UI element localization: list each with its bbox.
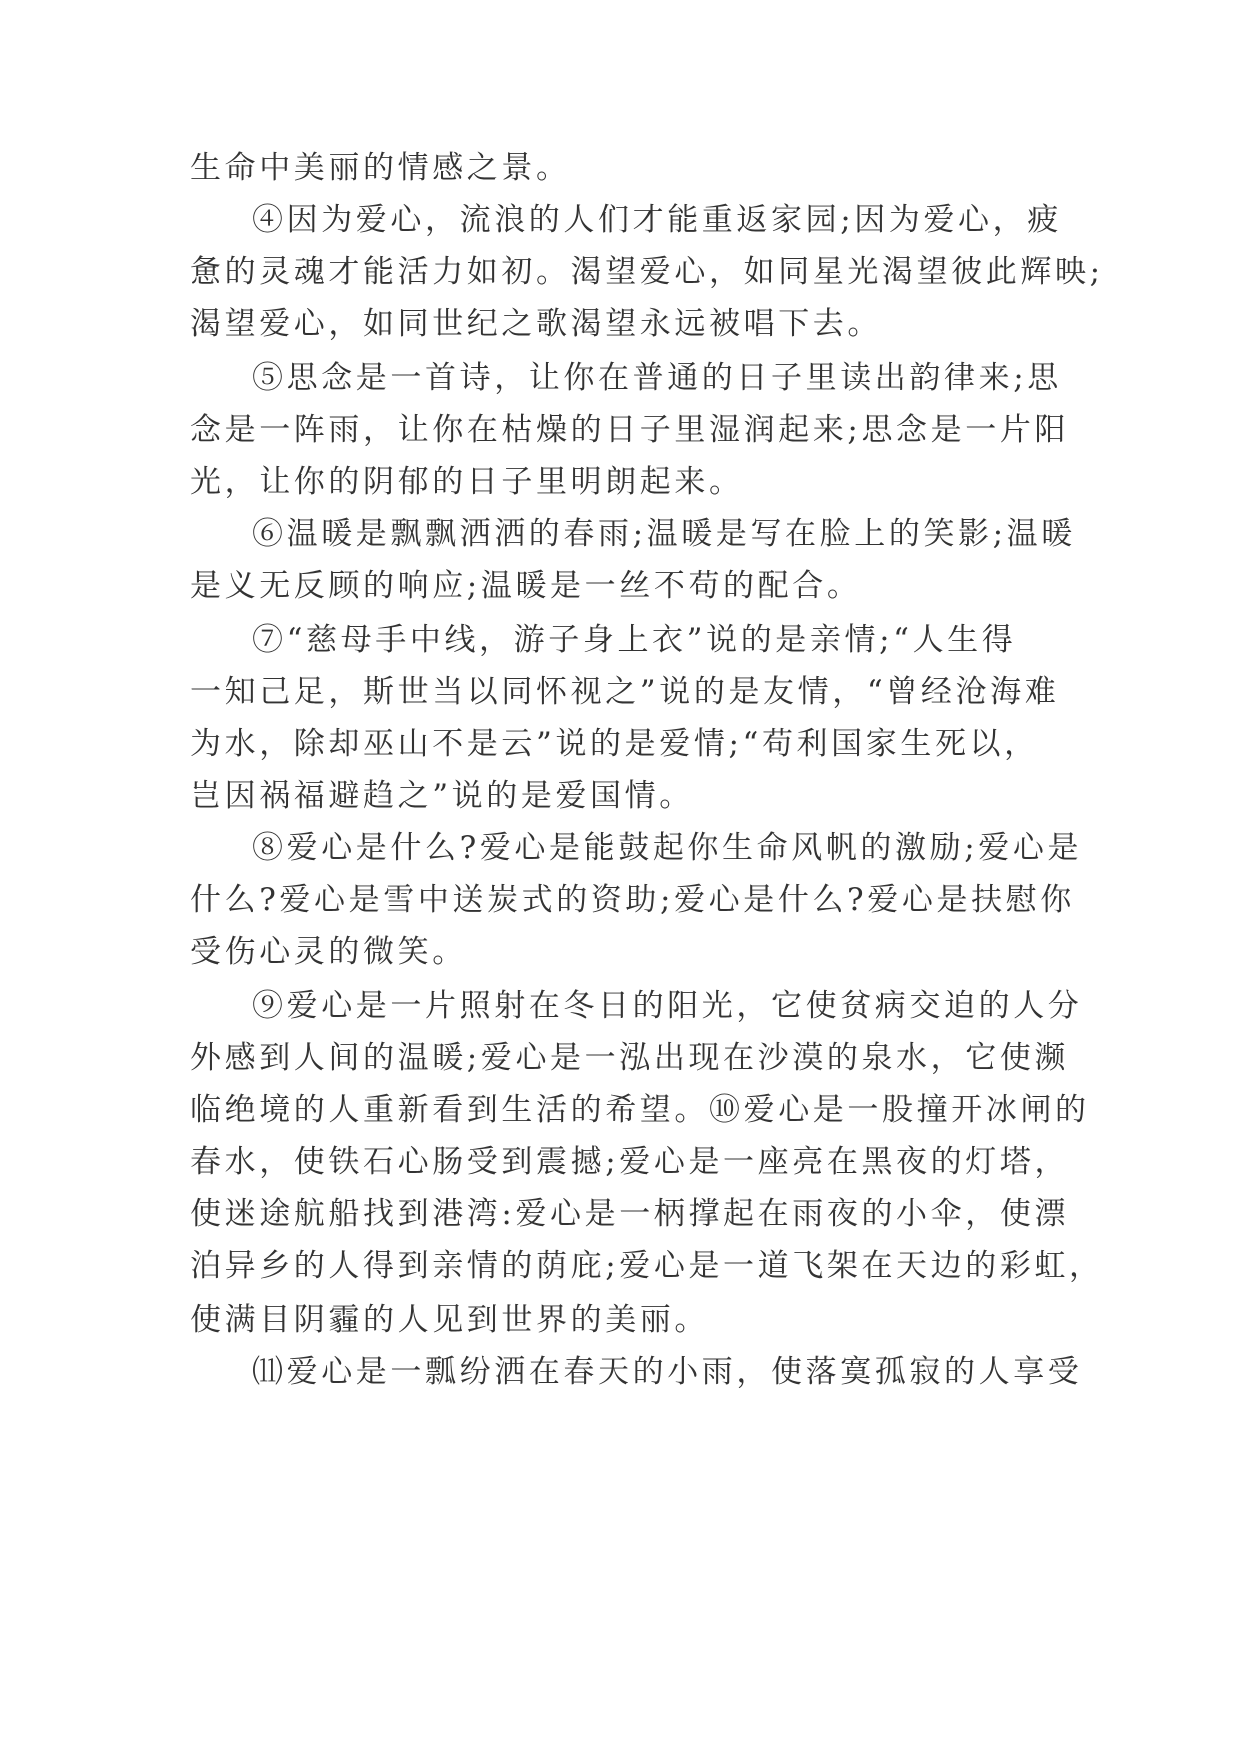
text-line: 渴望爱心，如同世纪之歌渴望永远被唱下去。 [190,306,882,342]
text-line: ⑨爱心是一片照射在冬日的阳光，它使贫病交迫的人分 [252,988,1083,1024]
text-line: 是义无反顾的响应;温暖是一丝不苟的配合。 [190,568,862,604]
text-line: ⑤思念是一首诗，让你在普通的日子里读出韵律来;思 [252,360,1062,396]
text-line: 春水，使铁石心肠受到震撼;爱心是一座亮在黑夜的灯塔， [190,1144,1070,1180]
text-line: ④因为爱心，流浪的人们才能重返家园;因为爱心，疲 [252,202,1062,238]
text-line: 什么?爱心是雪中送炭式的资助;爱心是什么?爱心是扶慰你 [190,882,1075,918]
text-line: 使满目阴霾的人见到世界的美丽。 [190,1302,709,1338]
text-line: 为水，除却巫山不是云”说的是爱情;“苟利国家生死以， [190,726,1039,762]
text-line: 光，让你的阴郁的日子里明朗起来。 [190,464,744,500]
text-line: 一知己足，斯世当以同怀视之”说的是友情，“曾经沧海难 [190,674,1060,710]
text-line: ⑥温暖是飘飘洒洒的春雨;温暖是写在脸上的笑影;温暖 [252,516,1076,552]
text-line: ⑾爱心是一瓢纷洒在春天的小雨，使落寞孤寂的人享受 [252,1354,1083,1390]
text-line: 惫的灵魂才能活力如初。渴望爱心，如同星光渴望彼此辉映; [190,254,1104,290]
text-line: 泊异乡的人得到亲情的荫庇;爱心是一道飞架在天边的彩虹， [190,1248,1104,1284]
text-line: 念是一阵雨，让你在枯燥的日子里湿润起来;思念是一片阳 [190,412,1070,448]
text-line: 使迷途航船找到港湾:爱心是一柄撑起在雨夜的小伞，使漂 [190,1196,1070,1232]
text-line: 临绝境的人重新看到生活的希望。⑩爱心是一股撞开冰闸的 [190,1092,1090,1128]
text-line: 外感到人间的温暖;爱心是一泓出现在沙漠的泉水，它使濒 [190,1040,1070,1076]
text-line: 生命中美丽的情感之景。 [190,150,571,186]
text-line: ⑦“慈母手中线，游子身上衣”说的是亲情;“人生得 [252,622,1017,658]
text-line: 岂因祸福避趋之”说的是爱国情。 [190,778,694,814]
text-line: ⑧爱心是什么?爱心是能鼓起你生命风帆的激励;爱心是 [252,830,1083,866]
text-line: 受伤心灵的微笑。 [190,934,467,970]
